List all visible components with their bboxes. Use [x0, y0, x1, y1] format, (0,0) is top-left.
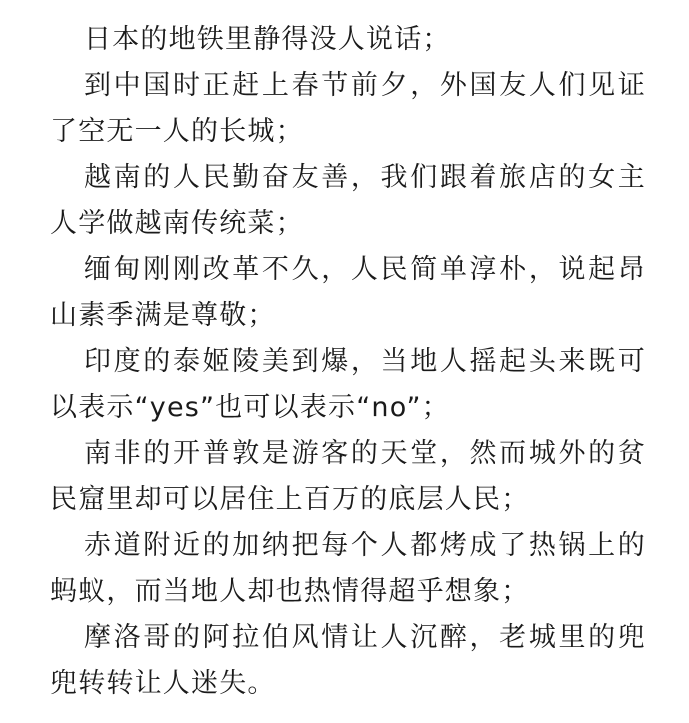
paragraph-japan: 日本的地铁里静得没人说话； — [84, 24, 451, 55]
paragraph-india: 印度的泰姬陵美到爆，当地人摇起头来既可以表示“yes”也可以表示“no”； — [50, 346, 646, 423]
paragraph-morocco: 摩洛哥的阿拉伯风情让人沉醉，老城里的兜兜转转让人迷失。 — [50, 622, 646, 699]
paragraph-south-africa: 南非的开普敦是游客的天堂，然而城外的贫民窟里却可以居住上百万的底层人民； — [50, 438, 646, 515]
paragraph-china: 到中国时正赶上春节前夕，外国友人们见证了空无一人的长城； — [50, 70, 646, 147]
paragraph-myanmar: 缅甸刚刚改革不久，人民简单淳朴，说起昂山素季满是尊敬； — [50, 254, 646, 331]
paragraph-ghana: 赤道附近的加纳把每个人都烤成了热锅上的蚂蚁，而当地人却也热情得超乎想象； — [50, 530, 646, 607]
paragraph-vietnam: 越南的人民勤奋友善，我们跟着旅店的女主人学做越南传统菜； — [50, 162, 646, 239]
